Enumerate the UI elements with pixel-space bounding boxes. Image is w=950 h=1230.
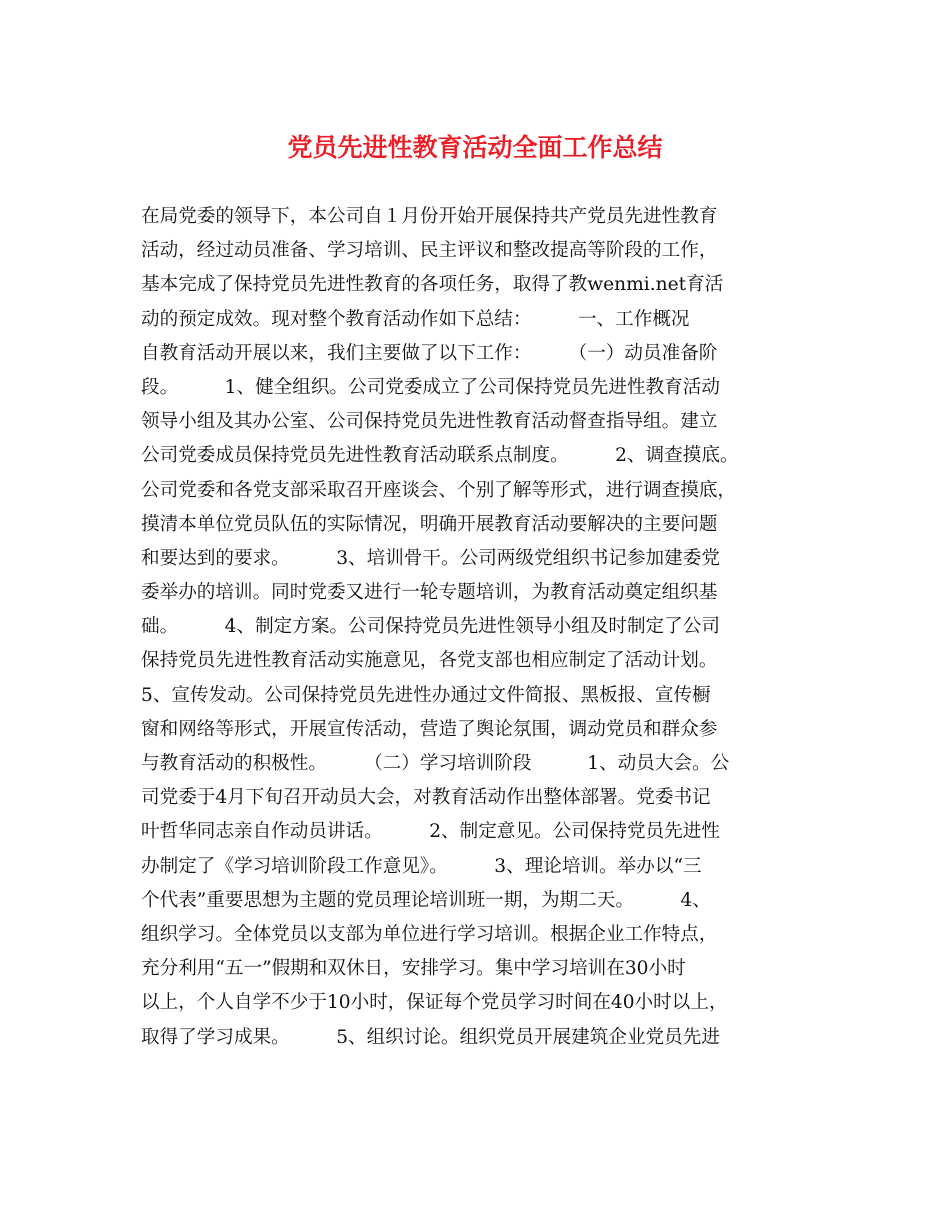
document-page: 党员先进性教育活动全面工作总结 在局党委的领导下，本公司自１月份开始开展保持共产党员先进性教育 活动，经过动员准备、学习培训、民主评议和整改提高等阶段的工作， 基本完成了保持党员先进性教育的各项任务，取得了教wenmi.net育活 动的预定成效。现对整个教育活动作如下总结： 一、工作概况 自教育活动开展以来，我们主要做了以下工作： （一）动员准备阶 段。 1、健全组织。公司党委成立了公司保持党员先进性教育活动 领导小组及其办公室、公司保持党员先进性教育活动督查指导组。建立 公司党委成员保持党员先进性教育活动联系点制度。 2、调查摸底。 公司党委和各党支部采取召开座谈会、个别了解等形式，进行调查摸底， 摸清本单位党员队伍的实际情况，明确开展教育活动要解决的主要问题 和要达到的要求。 3、培训骨干。公司两级党组织书记参加建委党 委举办的培训。同时党委又进行一轮专题培训，为教育活动奠定组织基 础。 4、制定方案。公司保持党员先进性领导小组及时制定了公司 保持党员先进性教育活动实施意见，各党支部也相应制定了活动计划。 5、宣传发动。公司保持党员先进性办通过文件简报、黑板报、宣传橱 窗和网络等形式，开展宣传活动，营造了舆论氛围，调动党员和群众参 与教育活动的积极性。 （二）学习培训阶段 1、动员大会。公 司党委于4月下旬召开动员大会，对教育活动作出整体部署。党委书记 叶哲华同志亲自作动员讲话。 2、制定意见。公司保持党员先进性 办制定了《学习培训阶段工作意见》。 3、理论培训。举办以“三 个代表”重要思想为主题的党员理论培训班一期，为期二天。 4、 组织学习。全体党员以支部为单位进行学习培训。根据企业工作特点， 充分利用“五一”假期和双休日，安排学习。集中学习培训在30小时 以上，个人自学不少于10小时，保证每个党员学习时间在40小时以上， 取得了学习成果。 5、组织讨论。组织党员开展建筑企业党员先进 (0, 0, 950, 1230)
document-title: 党员先进性教育活动全面工作总结 (287, 133, 663, 162)
